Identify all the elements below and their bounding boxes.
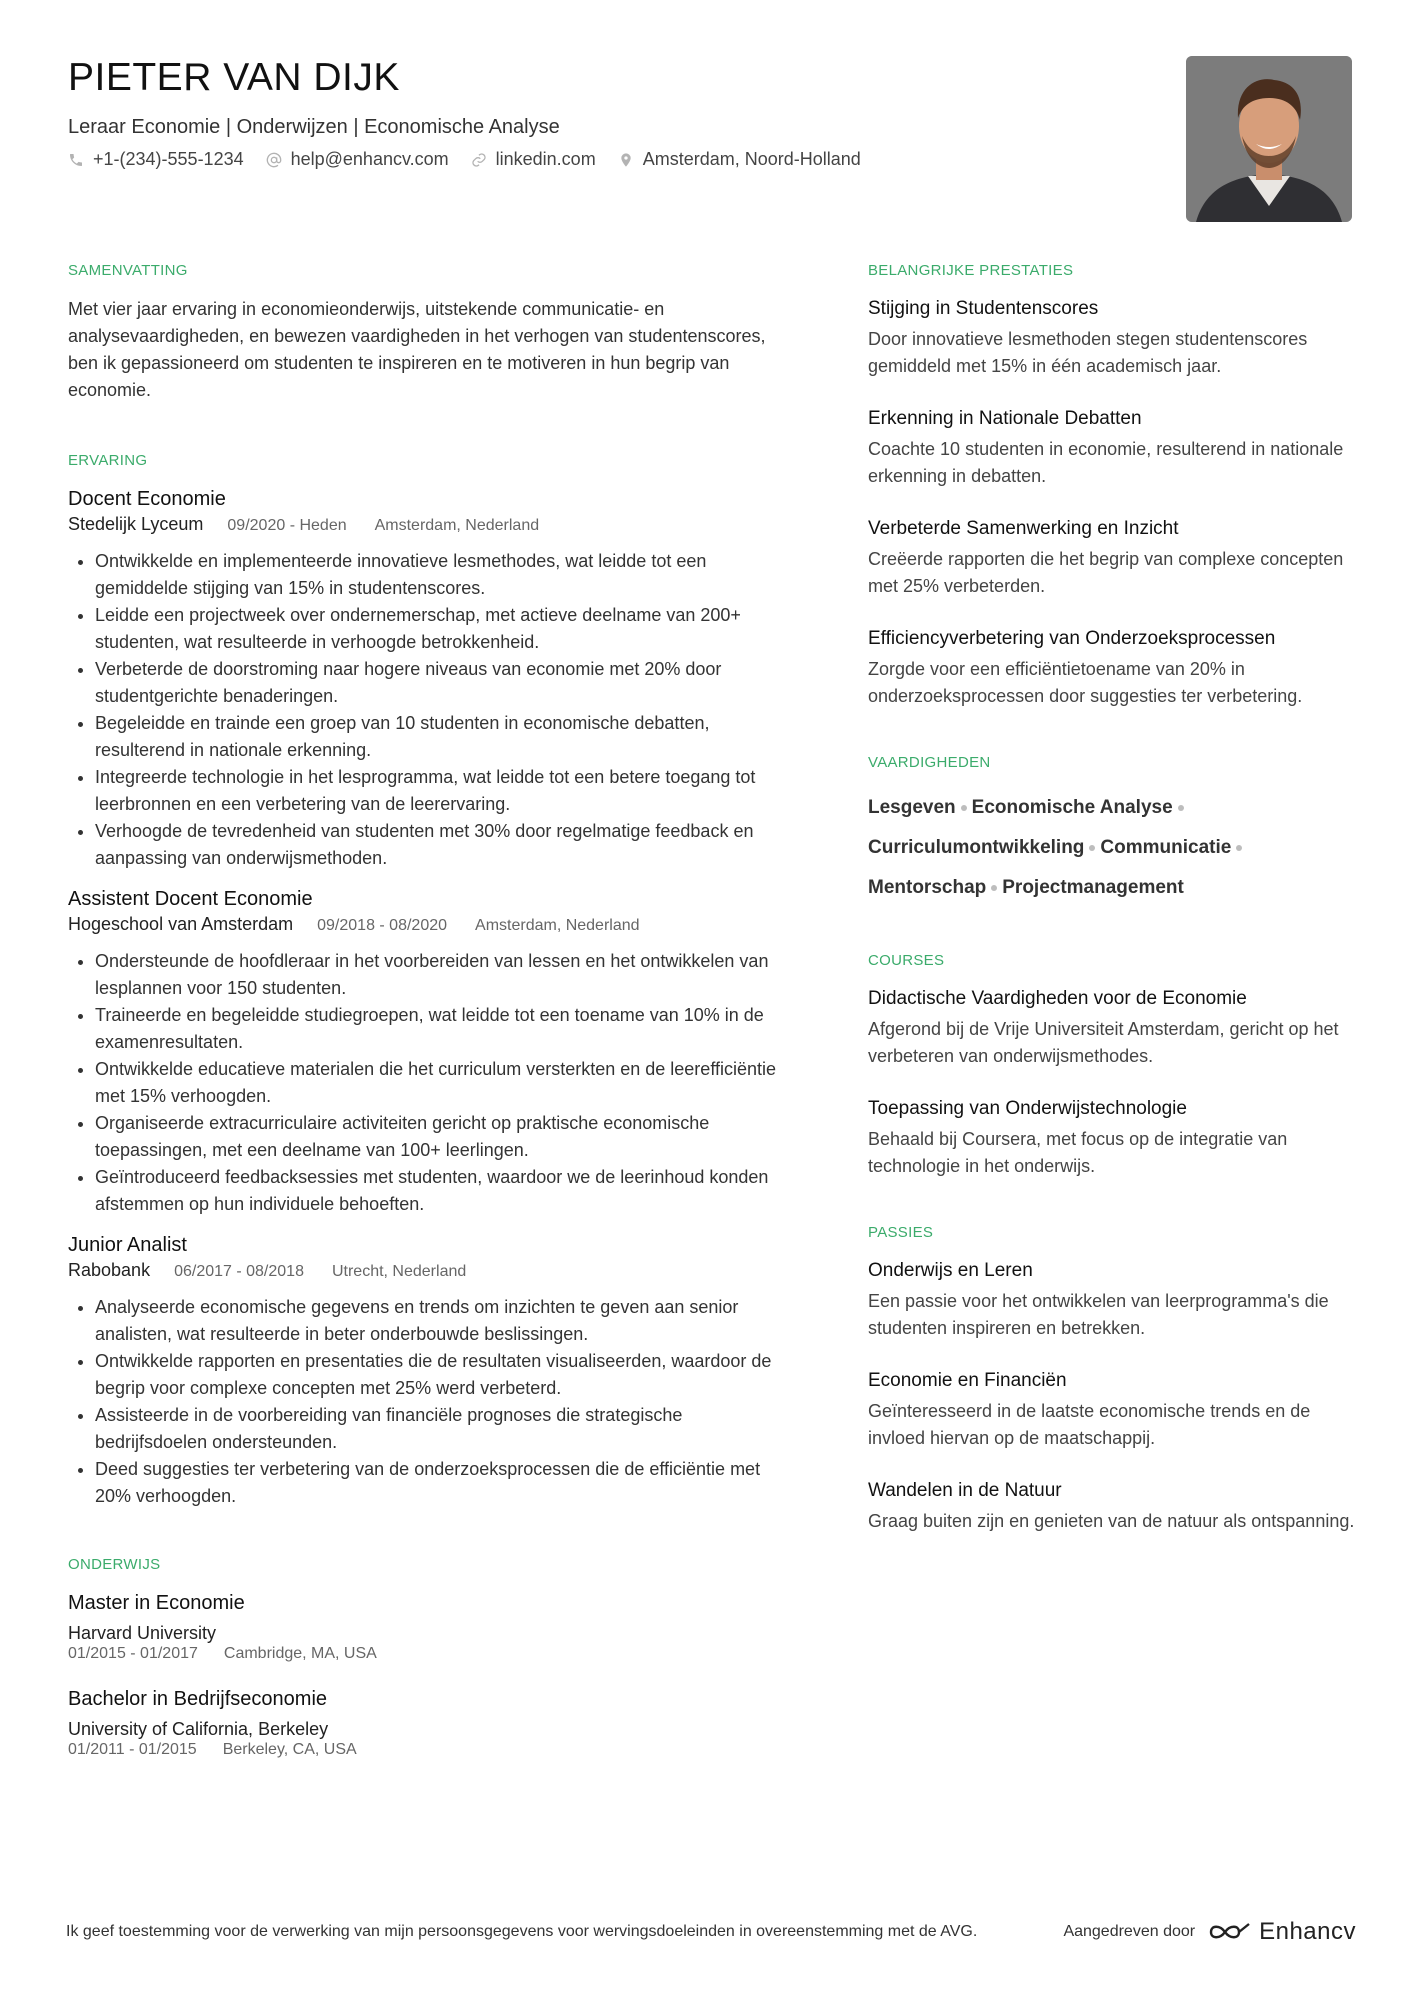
separator-dot	[961, 805, 967, 811]
job-company: Stedelijk Lyceum	[68, 514, 204, 534]
edu-date: 01/2011 - 01/2015	[68, 1741, 197, 1758]
page-footer	[66, 1918, 1356, 1946]
linkedin-text: linkedin.com	[495, 149, 596, 169]
job-bullet: • Traineerde en begeleidde studiegroepen, wat leidde tot een toename van 10% in de examenresultaten.	[95, 1002, 798, 1056]
job-location: Amsterdam, Nederland	[475, 917, 640, 934]
powered-by[interactable]	[1063, 1918, 1356, 1946]
achievement-title: Efficiencyverbetering van Onderzoeksprocessen	[868, 628, 1276, 649]
job-bullet: • Deed suggesties ter verbetering van de onderzoeksprocessen die de efficiëntie met 20% verhoogden.	[95, 1456, 798, 1510]
job-title: Junior Analist	[68, 1234, 187, 1256]
contact-linkedin[interactable]	[471, 149, 596, 170]
education-section	[68, 1556, 798, 1760]
job-bullets	[68, 948, 798, 1218]
edu-school: Harvard University	[68, 1623, 217, 1643]
skill-row	[868, 828, 1358, 868]
skill-tag: Communicatie	[1100, 837, 1232, 858]
job-bullet: • Ondersteunde de hoofdleraar in het voorbereiden van lessen en het ontwikkelen van lesplannen voor 150 studenten.	[95, 948, 798, 1002]
job-date: 09/2020 - Heden	[227, 517, 347, 534]
edu-location: Berkeley, CA, USA	[222, 1741, 357, 1758]
skill-row	[868, 868, 1358, 908]
job-bullet: • Ontwikkelde en implementeerde innovatieve lesmethodes, wat leidde tot een gemiddelde stijging van 15% in studentenscores.	[95, 548, 798, 602]
course-item	[868, 1096, 1358, 1180]
job-meta	[68, 1258, 798, 1284]
courses-section	[868, 952, 1358, 1180]
job-bullet: • Organiseerde extracurriculaire activiteiten gericht op praktische economische toepassingen, met een deelname van 100+ leerlingen.	[95, 1110, 798, 1164]
summary-text: Met vier jaar ervaring in economieonderwijs, uitstekende communicatie- en analysevaardigheden, en bewezen vaardigheden in het verhogen van studentenscores, ben ik gepassioneerd om studenten te inspireren en te motiveren in hun begrip van economie.	[68, 299, 766, 400]
job-bullet: • Verbeterde de doorstroming naar hogere niveaus van economie met 20% door studentgerichte benaderingen.	[95, 656, 798, 710]
edu-meta	[68, 1740, 798, 1760]
contact-phone[interactable]	[68, 149, 244, 170]
education-heading: ONDERWIJS	[68, 1556, 161, 1573]
right-column	[868, 262, 1358, 1589]
passion-desc: Geïnteresseerd in de laatste economische trends en de invloed hiervan op de maatschappij.	[868, 1401, 1311, 1448]
job-entry	[68, 886, 798, 1218]
summary-heading: SAMENVATTING	[68, 262, 188, 279]
profile-photo	[1186, 56, 1352, 222]
link-icon	[471, 152, 487, 168]
job-entry	[68, 1232, 798, 1510]
achievement-title: Erkenning in Nationale Debatten	[868, 408, 1142, 429]
job-bullet: • Assisteerde in de voorbereiding van financiële prognoses die strategische bedrijfsdoelen ondersteunden.	[95, 1402, 798, 1456]
achievement-item	[868, 296, 1358, 380]
job-title: Assistent Docent Economie	[68, 888, 313, 910]
brand-name: Enhancv	[1259, 1918, 1356, 1945]
job-location: Utrecht, Nederland	[331, 1263, 467, 1280]
skill-tag: Economische Analyse	[971, 797, 1173, 818]
achievement-desc: Coachte 10 studenten in economie, resulterend in nationale erkenning in debatten.	[868, 439, 1344, 486]
phone-icon	[68, 152, 84, 168]
achievement-title: Verbeterde Samenwerking en Inzicht	[868, 518, 1179, 539]
left-column	[68, 262, 798, 1782]
location-text: Amsterdam, Noord-Holland	[642, 149, 861, 169]
resume-header	[68, 55, 1148, 170]
achievement-item	[868, 516, 1358, 600]
job-title: Docent Economie	[68, 488, 226, 510]
passion-desc: Een passie voor het ontwikkelen van leerprogramma's die studenten inspireren en betrekken.	[868, 1291, 1329, 1338]
passions-section	[868, 1224, 1358, 1535]
job-entry	[68, 486, 798, 872]
course-desc: Behaald bij Coursera, met focus op de integratie van technologie in het onderwijs.	[868, 1129, 1288, 1176]
contact-row	[68, 149, 1148, 170]
achievement-title: Stijging in Studentenscores	[868, 298, 1099, 319]
job-company: Hogeschool van Amsterdam	[68, 914, 294, 934]
achievement-item	[868, 406, 1358, 490]
email-text: help@enhancv.com	[290, 149, 449, 169]
brand-logo[interactable]	[1207, 1918, 1356, 1946]
summary-section	[68, 262, 798, 404]
job-meta	[68, 912, 798, 938]
job-date: 06/2017 - 08/2018	[174, 1263, 304, 1280]
job-location: Amsterdam, Nederland	[374, 517, 540, 534]
job-bullet: • Analyseerde economische gegevens en trends om inzichten te geven aan senior analisten, wat resulteerde in beter onderbouwde beslissingen.	[95, 1294, 798, 1348]
job-bullet: • Verhoogde de tevredenheid van studenten met 30% door regelmatige feedback en aanpassing van onderwijsmethoden.	[95, 818, 798, 872]
passion-desc: Graag buiten zijn en genieten van de natuur als ontspanning.	[868, 1511, 1355, 1531]
passion-title: Wandelen in de Natuur	[868, 1480, 1062, 1501]
edu-degree: Master in Economie	[68, 1592, 245, 1614]
job-bullets	[68, 548, 798, 872]
avatar-illustration	[1186, 56, 1352, 222]
edu-date: 01/2015 - 01/2017	[68, 1645, 198, 1662]
passion-title: Economie en Financiën	[868, 1370, 1067, 1391]
passion-item	[868, 1258, 1358, 1342]
separator-dot	[1089, 845, 1095, 851]
achievement-desc: Zorgde voor een efficiëntietoename van 20% in onderzoeksprocessen door suggesties ter verbetering.	[868, 659, 1303, 706]
location-pin-icon	[618, 152, 634, 168]
job-bullet: • Ontwikkelde educatieve materialen die het curriculum versterkten en de leerefficiëntie met 15% verhoogden.	[95, 1056, 798, 1110]
candidate-tagline: Leraar Economie | Onderwijzen | Economische Analyse	[68, 116, 560, 138]
course-title: Toepassing van Onderwijstechnologie	[868, 1098, 1187, 1119]
skill-tag: Projectmanagement	[1002, 877, 1184, 898]
skills-list	[868, 788, 1358, 908]
course-item	[868, 986, 1358, 1070]
course-title: Didactische Vaardigheden voor de Economie	[868, 988, 1247, 1009]
experience-heading: ERVARING	[68, 452, 148, 469]
edu-school: University of California, Berkeley	[68, 1719, 329, 1739]
job-bullet: • Ontwikkelde rapporten en presentaties die de resultaten visualiseerden, waardoor de begrip voor complexe concepten met 25% werd verbeterd.	[95, 1348, 798, 1402]
job-meta	[68, 512, 798, 538]
courses-heading: COURSES	[868, 952, 945, 969]
infinity-logo-icon	[1207, 1920, 1253, 1944]
at-sign-icon	[266, 152, 282, 168]
powered-by-label: Aangedreven door	[1063, 1923, 1196, 1940]
achievement-desc: Creëerde rapporten die het begrip van complexe concepten met 25% verbeterden.	[868, 549, 1344, 596]
skill-tag: Lesgeven	[868, 797, 956, 818]
job-bullet: • Begeleidde en trainde een groep van 10 studenten in economische debatten, resulterend in nationale erkenning.	[95, 710, 798, 764]
passion-item	[868, 1368, 1358, 1452]
achievement-desc: Door innovatieve lesmethoden stegen studentenscores gemiddeld met 15% in één academisch jaar.	[868, 329, 1308, 376]
achievements-section	[868, 262, 1358, 710]
job-bullets	[68, 1294, 798, 1510]
course-desc: Afgerond bij de Vrije Universiteit Amsterdam, gericht op het verbeteren van onderwijsmethodes.	[868, 1019, 1339, 1066]
edu-degree: Bachelor in Bedrijfseconomie	[68, 1688, 328, 1710]
skills-section	[868, 754, 1358, 908]
job-bullet: • Leidde een projectweek over ondernemerschap, met actieve deelname van 200+ studenten, wat resulteerde in verhoogde betrokkenheid.	[95, 602, 798, 656]
education-entry	[68, 1590, 798, 1664]
skill-tag: Curriculumontwikkeling	[868, 837, 1085, 858]
job-company: Rabobank	[68, 1260, 151, 1280]
achievements-heading: BELANGRIJKE PRESTATIES	[868, 262, 1074, 279]
job-date: 09/2018 - 08/2020	[317, 917, 448, 934]
skill-tag: Mentorschap	[868, 877, 987, 898]
passion-title: Onderwijs en Leren	[868, 1260, 1033, 1281]
separator-dot	[991, 885, 997, 891]
skills-heading: VAARDIGHEDEN	[868, 754, 991, 771]
consent-text: Ik geef toestemming voor de verwerking van mijn persoonsgegevens voor wervingsdoeleinden in overeenstemming met de AVG.	[66, 1923, 978, 1940]
edu-meta	[68, 1644, 798, 1664]
contact-email[interactable]	[266, 149, 449, 170]
passions-heading: PASSIES	[868, 1224, 934, 1241]
achievement-item	[868, 626, 1358, 710]
skill-row	[868, 788, 1358, 828]
phone-text: +1-(234)-555-1234	[93, 149, 244, 169]
job-bullet: • Geïntroduceerd feedbacksessies met studenten, waardoor we de leerinhoud konden afstemmen op hun individuele behoeften.	[95, 1164, 798, 1218]
contact-location	[618, 149, 861, 170]
separator-dot	[1236, 845, 1242, 851]
passion-item	[868, 1478, 1358, 1535]
experience-section	[68, 452, 798, 1510]
separator-dot	[1178, 805, 1184, 811]
job-bullet: • Integreerde technologie in het lesprogramma, wat leidde tot een betere toegang tot leerbronnen en een verbetering van de leerervaring.	[95, 764, 798, 818]
education-entry	[68, 1686, 798, 1760]
candidate-name: PIETER VAN DIJK	[68, 56, 400, 99]
edu-location: Cambridge, MA, USA	[223, 1645, 377, 1662]
